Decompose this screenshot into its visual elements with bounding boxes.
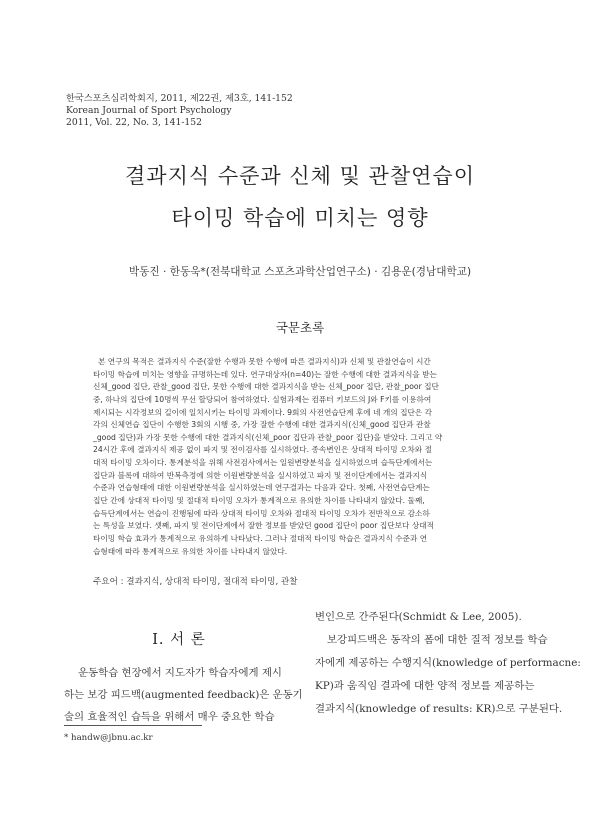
abstract-line: 각의 신체연습 집단이 수행한 3회의 시행 중, 가장 잘한 수행에 대한 결과지식(신체_good 집단과 관찰 <box>93 420 431 430</box>
abstract-heading: 국문초록 <box>275 320 325 335</box>
body-line: 결과지식(knowledge of results: KR)으로 구분된다. <box>315 703 563 715</box>
body-line: 보강피드백은 동작의 폼에 대한 질적 정보를 학습 <box>327 634 548 646</box>
abstract-line: 대적 타이밍 오차이다. 통계분석을 위해 사전검사에서는 일원변량분석을 실시하였으며 습득단계에서는 <box>93 458 433 468</box>
abstract-line: 본 연구의 목적은 결과지식 수준(잘한 수행과 못한 수행에 따른 결과지식)과 신체 및 관찰연습이 시간 <box>98 357 431 366</box>
abstract-line: 습득단계에서는 연습이 진행됨에 따라 상대적 타이밍 오차와 절대적 타이밍 오차가 전반적으로 감소하 <box>93 508 430 518</box>
body-line: 변인으로 간주된다(Schmidt & Lee, 2005). <box>315 611 522 623</box>
body-line: KP)과 움직임 결과에 대한 양적 정보를 제공하는 <box>315 680 535 692</box>
abstract-line: _good 집단)과 가장 못한 수행에 대한 결과지식(신체_poor 집단과 관찰_poor 집단)을 받았다. 그리고 약 <box>93 432 443 442</box>
abstract-line: 습형태에 따라 통계적으로 유의한 차이를 나타내지 않았다. <box>93 546 288 556</box>
section-title-introduction: I. 서 론 <box>152 632 206 648</box>
paper-title-line-1: 결과지식 수준과 신체 및 관찰연습이 <box>125 164 475 188</box>
author-line: 박동진 · 한동욱*(전북대학교 스포츠과학산업연구소) · 김용운(경남대학교) <box>128 266 472 278</box>
journal-header <box>66 93 293 130</box>
abstract-line: 타이밍 학습 효과가 통계적으로 유의하게 나타났다. 그러나 절대적 타이밍 학습은 결과지식 수준과 연 <box>93 533 428 543</box>
body-column-left <box>64 662 303 728</box>
abstract-body <box>93 356 513 558</box>
abstract-line: 신체_good 집단, 관찰_good 집단, 못한 수행에 대한 결과지식을 받는 신체_poor 집단, 관찰_poor 집단 <box>93 382 439 392</box>
keywords: 주요어 : 결과지식, 상대적 타이밍, 절대적 타이밍, 관찰 <box>93 577 298 587</box>
abstract-line: 집단과 블록에 대하여 반복측정에 의한 이원변량분석을 실시하였고 파지 및 전이단계에서는 결과지식 <box>93 470 428 480</box>
abstract-line: 집단 간에 상대적 타이밍 및 절대적 타이밍 오차가 통계적으로 유의한 차이를 나타내지 않았다. 둘째, <box>93 496 425 506</box>
body-line: 운동학습 현장에서 지도자가 학습자에게 제시 <box>78 667 282 679</box>
footnote-divider <box>64 725 202 726</box>
journal-header-english: Korean Journal of Sport Psychology <box>66 105 232 117</box>
journal-header-volume: 2011, Vol. 22, No. 3, 141-152 <box>66 117 202 129</box>
abstract-line: 중, 하나의 집단에 10명씩 무선 할당되어 참여하였다. 실험과제는 컴퓨터 키보드의 J와 F키를 이용하여 <box>93 394 432 404</box>
footnote-email: * handw@jbnu.ac.kr <box>64 733 153 743</box>
abstract-line: 제시되는 시각정보의 길이에 일치시키는 타이밍 과제이다. 9회의 사전연습단계 후에 네 개의 집단은 각 <box>93 407 433 417</box>
body-column-right <box>315 606 581 721</box>
body-line: 하는 보강 피드백(augmented feedback)은 운동기 <box>64 689 303 701</box>
journal-header-korean: 한국스포츠심리학회지, 2011, 제22권, 제3호, 141-152 <box>66 93 293 104</box>
abstract-line: 수준과 연습형태에 대한 이원변량분석을 실시하였는데 연구결과는 다음과 같다. 첫째, 사전연습단계는 <box>93 483 430 493</box>
abstract-line: 타이밍 학습에 미치는 영향을 규명하는데 있다. 연구대상자(n=40)는 잘한 수행에 대한 결과지식을 받는 <box>93 369 437 379</box>
body-line: 술의 효율적인 습득을 위해서 매우 중요한 학습 <box>64 711 275 723</box>
abstract-line: 는 특성을 보였다. 셋째, 파지 및 전이단계에서 잘한 정보를 받았던 good 집단이 poor 집단보다 상대적 <box>93 521 434 531</box>
abstract-line: 24시간 후에 결과지식 제공 없이 파지 및 전이검사를 실시하였다. 종속변인은 상대적 타이밍 오차와 절 <box>93 445 432 455</box>
body-line: 자에게 제공하는 수행지식(knowledge of performacne: <box>315 657 581 669</box>
paper-title-line-2: 타이밍 학습에 미치는 영향 <box>171 206 429 230</box>
